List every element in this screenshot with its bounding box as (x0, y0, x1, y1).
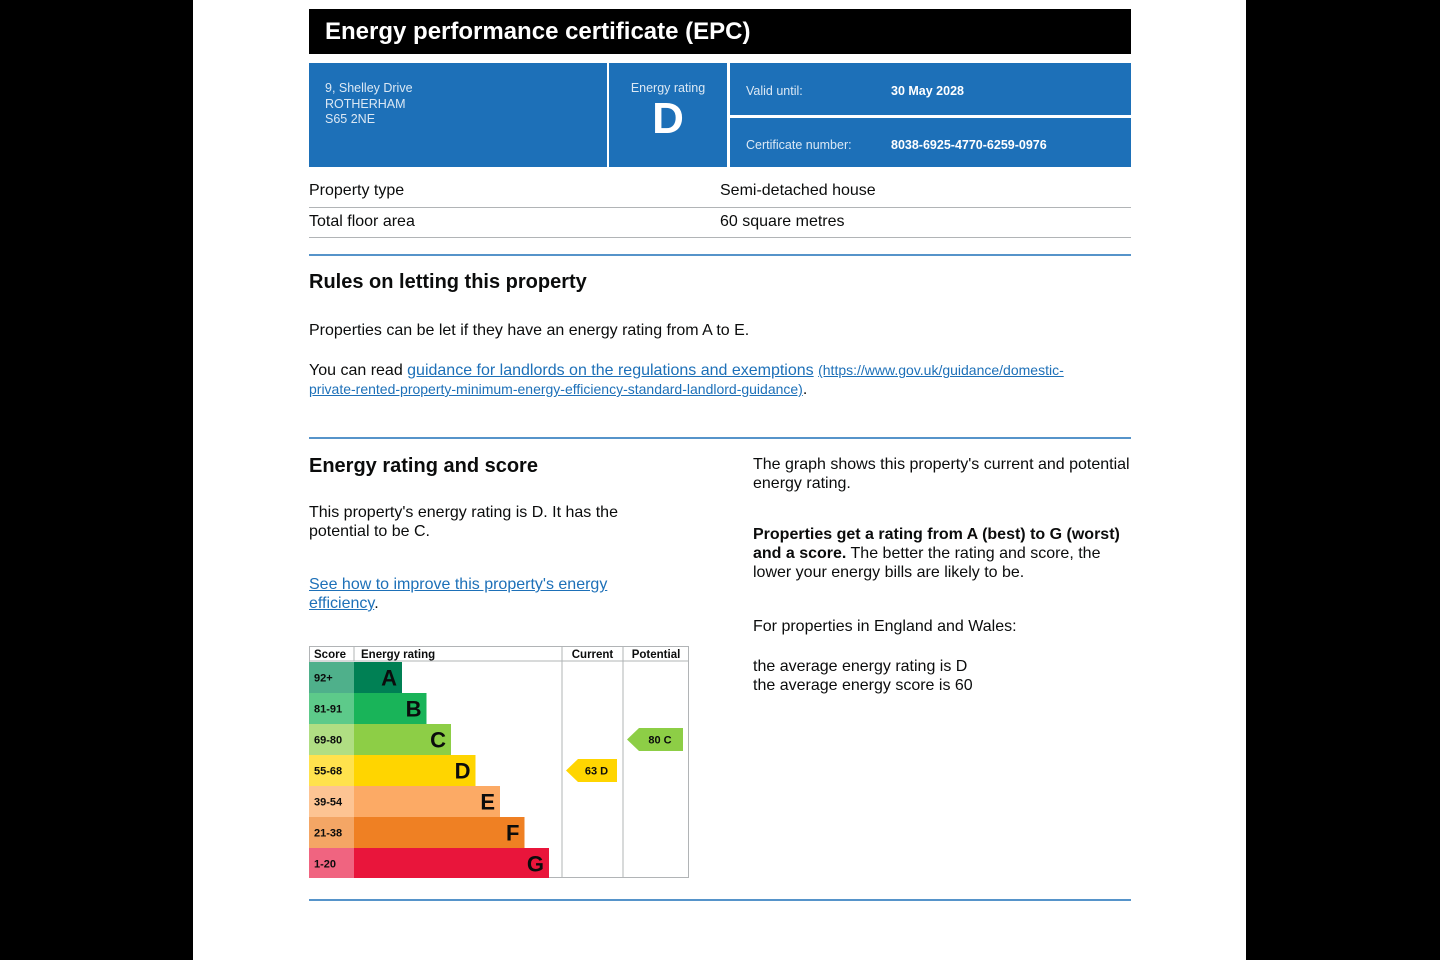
band-score-label: 92+ (314, 672, 333, 685)
graph-description: The graph shows this property's current and potential energy rating. (753, 456, 1130, 492)
energy-rating-paragraph: This property's energy rating is D. It has the potential to be C. (309, 504, 618, 540)
rating-explanation-rest: The better the rating and score, the lower your energy bills are likely to be. (753, 545, 1101, 581)
valid-until-box (730, 63, 1131, 115)
band-letter: A (381, 665, 397, 691)
energy-rating-label: Energy rating (630, 81, 706, 95)
page-title: Energy performance certificate (EPC) (309, 9, 1131, 54)
letting-guidance-paragraph (309, 361, 1131, 399)
letting-heading: Rules on letting this property (309, 271, 587, 293)
rating-explanation (753, 525, 1133, 582)
section-divider (309, 899, 1131, 901)
section-divider (309, 254, 1131, 256)
current-rating-label: 63 D (584, 765, 609, 778)
address-line-3: S65 2NE (325, 112, 376, 126)
band-letter: G (526, 851, 544, 877)
certificate-page (193, 0, 1246, 960)
band-bar-e (354, 786, 500, 817)
potential-header: Potential (631, 649, 681, 661)
certificate-number-value: 8038-6925-4770-6259-0976 (891, 138, 1047, 152)
band-letter: C (430, 727, 446, 753)
band-score-label: 69-80 (314, 734, 343, 747)
property-type-label: Property type (309, 182, 405, 199)
band-score-label: 55-68 (314, 765, 343, 778)
current-header: Current (571, 649, 614, 661)
energy-rating-chart (309, 646, 689, 878)
valid-until-label: Valid until: (746, 84, 803, 98)
property-type-row (309, 175, 1131, 208)
improve-efficiency-link[interactable]: See how to improve this property's energy efficiency (309, 576, 608, 612)
floor-area-label: Total floor area (309, 213, 415, 230)
letting-paragraph: Properties can be let if they have an energy rating from A to E. (309, 322, 750, 339)
band-bar-g (354, 848, 549, 878)
address-line-2: ROTHERHAM (325, 96, 406, 111)
floor-area-value: 60 square metres (720, 213, 845, 230)
average-rating-text: the average energy rating is D (753, 658, 968, 675)
guidance-url-part-2: private-rented-property-minimum-energy-efficiency-standard-landlord-guidance) (309, 381, 803, 397)
valid-until-value: 30 May 2028 (891, 84, 964, 98)
guidance-url-part-1: (https://www.gov.uk/guidance/domestic- (818, 362, 1064, 378)
energy-rating-header: Energy rating (361, 649, 436, 661)
guidance-suffix: . (802, 381, 808, 398)
band-score-label: 1-20 (314, 858, 337, 871)
rating-explanation-bold: Properties get a rating from A (best) to G (worst) and a score. (753, 526, 1120, 562)
band-letter: D (454, 758, 471, 784)
certificate-number-box (730, 118, 1131, 167)
average-score-text: the average energy score is 60 (753, 677, 973, 694)
band-letter: F (506, 820, 520, 846)
band-bar-f (354, 817, 525, 848)
improve-suffix: . (374, 595, 379, 612)
england-wales-label: For properties in England and Wales: (753, 618, 1017, 635)
property-type-value: Semi-detached house (720, 182, 876, 199)
energy-rating-box (609, 63, 727, 167)
potential-rating-label: 80 C (648, 734, 672, 747)
band-score-label: 21-38 (314, 827, 343, 840)
guidance-prefix: You can read (309, 362, 408, 379)
energy-rating-letter: D (652, 94, 684, 143)
landlord-guidance-link[interactable]: guidance for landlords on the regulations and exemptions (407, 362, 814, 379)
improve-paragraph (309, 575, 639, 613)
floor-area-row (309, 207, 1131, 238)
score-header: Score (314, 649, 346, 661)
energy-heading: Energy rating and score (309, 455, 538, 477)
band-score-label: 81-91 (314, 703, 343, 716)
section-divider (309, 437, 1131, 439)
certificate-number-label: Certificate number: (746, 138, 852, 152)
band-letter: E (480, 789, 495, 815)
band-letter: B (405, 696, 422, 722)
address-line-1: 9, Shelley Drive (325, 81, 413, 95)
band-score-label: 39-54 (314, 796, 343, 809)
address-box (309, 63, 607, 167)
